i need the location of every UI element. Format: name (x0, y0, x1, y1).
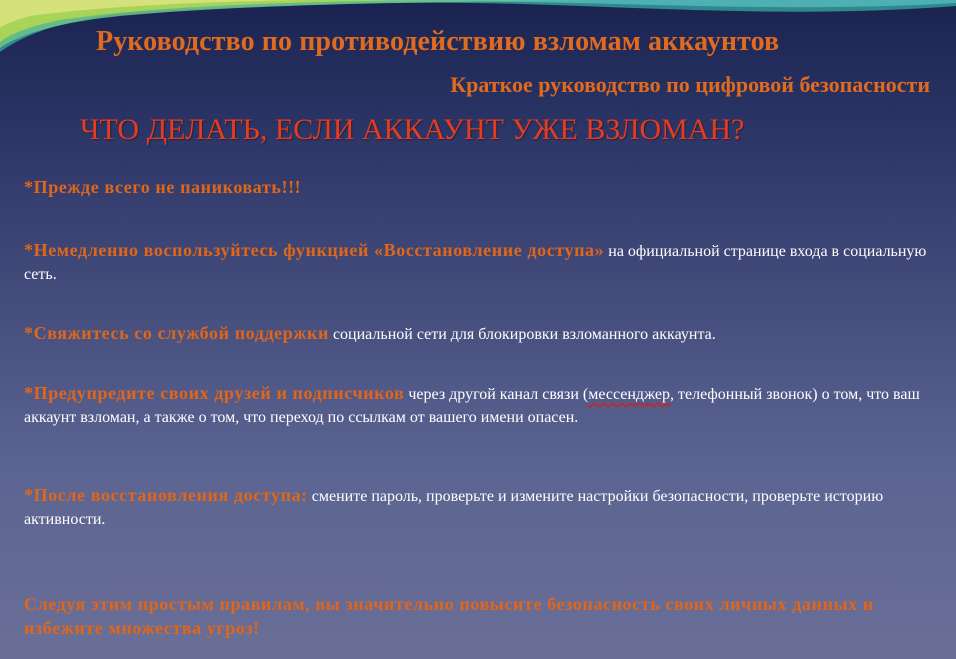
tip-text: , телефонный звонок) о том, что ваш аккаунт взломан, а также о том, что переход по ссылкам от вашего имени опасен. (24, 386, 920, 426)
tip-key: *Предупредите своих друзей и подписчиков (24, 383, 405, 403)
spellcheck-word: мессенджер (588, 386, 671, 403)
tip-key: *Свяжитесь со службой поддержки (24, 323, 329, 343)
tip-text: на официальной странице входа в социальную сеть. (24, 243, 927, 283)
tip-item (24, 239, 936, 286)
slide-subtitle: Краткое руководство по цифровой безопасности (450, 72, 930, 97)
tip-item (24, 484, 936, 531)
tip-item (24, 176, 936, 200)
tip-text: социальной сети для блокировки взломанного аккаунта. (332, 326, 716, 343)
tip-key: *После восстановления доступа: (24, 485, 308, 505)
slide-title: Руководство по противодействию взломам аккаунтов (96, 26, 780, 57)
slide-heading: ЧТО ДЕЛАТЬ, ЕСЛИ АККАУНТ УЖЕ ВЗЛОМАН? (80, 113, 745, 146)
tip-key: *Немедленно воспользуйтесь функцией «Восстановление доступа» (24, 240, 605, 260)
tip-text: через другой канал связи ( (408, 386, 589, 403)
tip-key: *Прежде всего не паниковать!!! (24, 177, 302, 197)
tip-text: смените пароль, проверьте и измените настройки безопасности, проверьте историю активности. (24, 488, 884, 528)
conclusion-text: Следуя этим простым правилам, вы значительно повысите безопасность своих личных данных и избежите множества угроз! (24, 594, 874, 638)
tip-item (24, 322, 936, 346)
tip-item (24, 382, 936, 429)
